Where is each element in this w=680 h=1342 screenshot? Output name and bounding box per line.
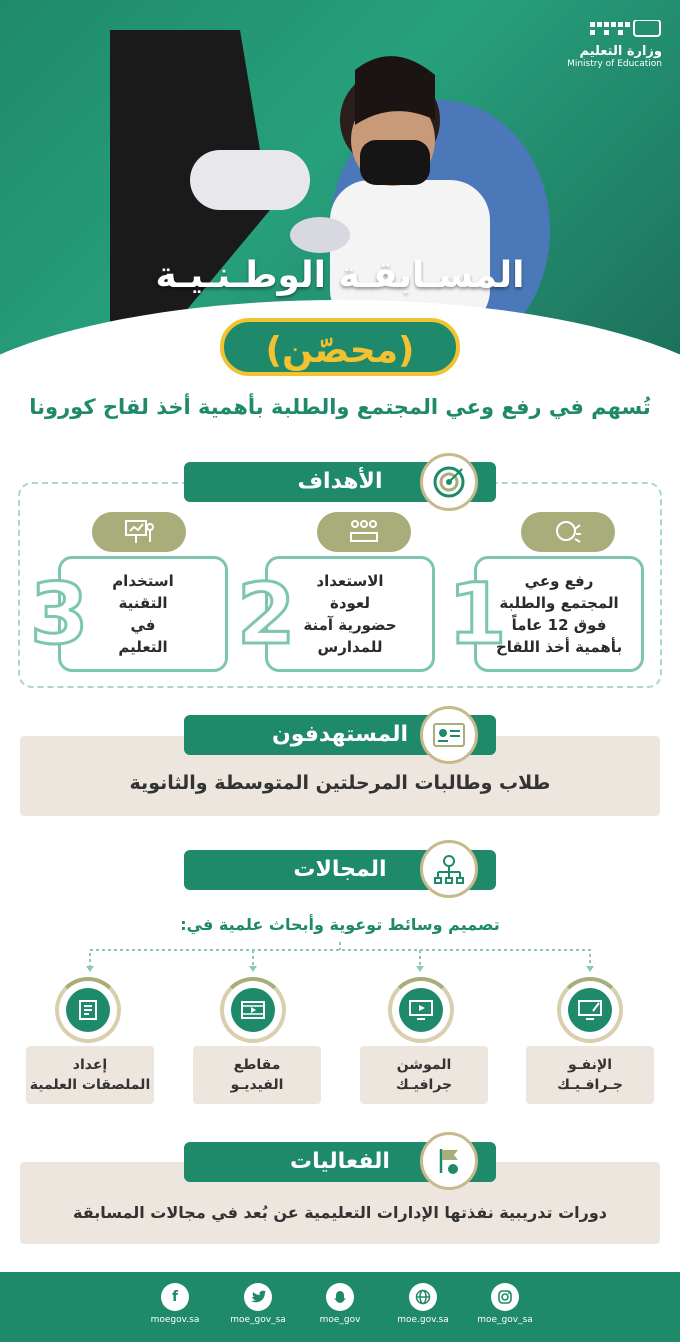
footer-link-snapchat[interactable] (300, 1283, 380, 1325)
globe-icon (409, 1283, 437, 1311)
footer-link-facebook[interactable] (135, 1283, 215, 1325)
id-card-icon (420, 706, 478, 764)
footer-link-label: moegov.sa (150, 1315, 200, 1325)
snapchat-icon (326, 1283, 354, 1311)
fields-connector (0, 940, 680, 980)
flag-icon (420, 1132, 478, 1190)
activities-text: دورات تدريبية نفذتها الإدارات التعليمية عن بُعد في مجالات المسابقة (72, 1203, 608, 1222)
field-posters: إعداد الملصقات العلمية (26, 1046, 154, 1104)
infographic-icon (557, 977, 623, 1043)
goal-number-1: 1 (448, 565, 507, 663)
instagram-icon (491, 1283, 519, 1311)
footer-link-website[interactable] (383, 1283, 463, 1325)
fields-heading: المجالات (184, 850, 496, 890)
field-video-clips: مقاطع الفيديـو (193, 1046, 321, 1104)
targets-text: طلاب وطالبات المرحلتين المتوسطة والثانوية (129, 772, 551, 794)
activities-heading: الفعاليات (184, 1142, 496, 1182)
classroom-icon (317, 512, 411, 552)
facebook-icon: f (161, 1283, 189, 1311)
goal-number-3: 3 (30, 565, 89, 663)
footer-link-label: moe.gov.sa (397, 1315, 449, 1325)
twitter-icon (244, 1283, 272, 1311)
footer-link-twitter[interactable] (218, 1283, 298, 1325)
target-icon (420, 453, 478, 511)
page-subtitle: تُسهم في رفع وعي المجتمع والطلبة بأهمية أخذ لقاح كورونا (29, 395, 651, 419)
goal-card-2: الاستعداد لعودة حضورية آمنة للمدارس (265, 556, 435, 672)
network-icon (420, 840, 478, 898)
competition-name: (محصّن) (220, 318, 460, 376)
targets-heading: المستهدفون (184, 715, 496, 755)
goals-heading: الأهداف (184, 462, 496, 502)
footer-link-label: moe_gov (319, 1315, 361, 1325)
footer-link-label: moe_gov_sa (230, 1315, 286, 1325)
competition-title: المسـابقـة الوطـنـيـة (155, 255, 525, 296)
goal-number-2: 2 (237, 565, 296, 663)
fields-intro: تصميم وسائط توعوية وأبحاث علمية في: (180, 915, 500, 934)
ministry-logo (542, 20, 662, 69)
video-clip-icon (220, 977, 286, 1043)
presentation-icon (92, 512, 186, 552)
goal-card-1: رفع وعي المجتمع والطلبة فوق 12 عاماً بأهمية أخذ اللقاح (474, 556, 644, 672)
ministry-name-ar: وزارة التعليم (579, 44, 662, 59)
poster-icon (55, 977, 121, 1043)
awareness-icon (521, 512, 615, 552)
field-motion-graphic: الموشن جرافيـك (360, 1046, 488, 1104)
footer-link-label: moe_gov_sa (477, 1315, 533, 1325)
ministry-logo-icon (590, 20, 662, 40)
goal-card-3: استخدام التقنية في التعليم (58, 556, 228, 672)
field-infographic: الإنفـو جـرافـيـك (526, 1046, 654, 1104)
ministry-name-en: Ministry of Education (567, 59, 662, 69)
footer-link-instagram[interactable] (465, 1283, 545, 1325)
motion-graphic-icon (388, 977, 454, 1043)
